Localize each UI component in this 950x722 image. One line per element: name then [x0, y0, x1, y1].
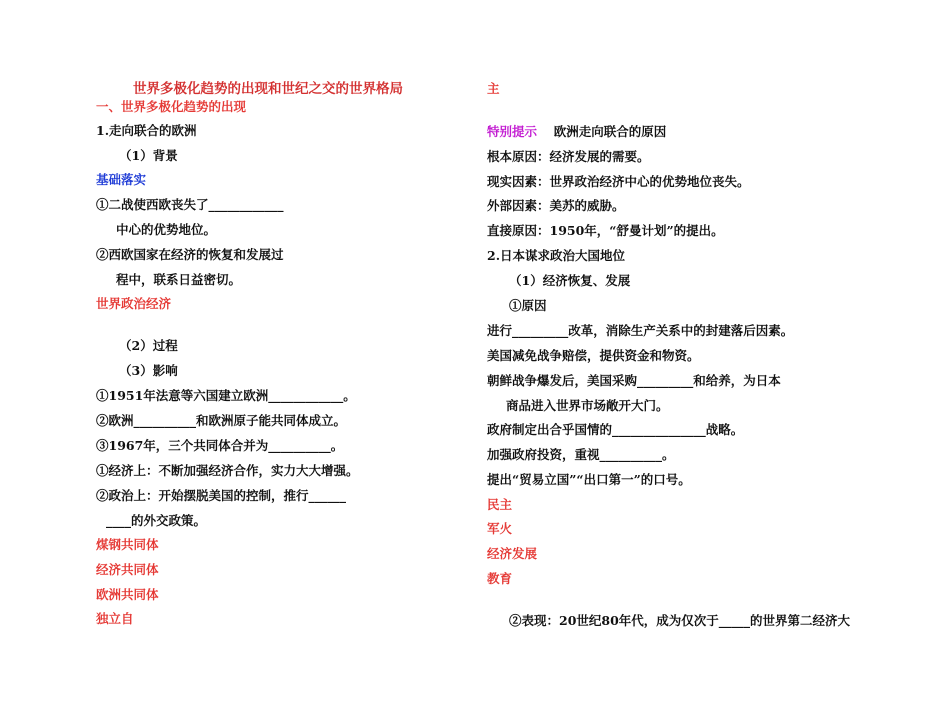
document-title: 世界多极化趋势的出现和世纪之交的世界格局: [133, 81, 403, 97]
answer-text: 教育: [487, 571, 513, 586]
label-basic-knowledge: 基础落实: [96, 172, 147, 187]
text-line: ①经济上：不断加强经济合作，实力大大增强。: [96, 463, 359, 478]
fill-in-item: ①1951年法意等六国建立欧洲____________。: [96, 388, 356, 403]
subheading-reason: ①原因: [509, 298, 547, 313]
fill-in-item: ③1967年，三个共同体合并为__________。: [96, 438, 344, 453]
fill-in-item: ①二战使西欧丧失了____________: [96, 197, 284, 212]
answer-text: 主: [487, 81, 500, 96]
answer-text: 独立自: [96, 611, 134, 626]
fill-in-item-cont: 中心的优势地位。: [116, 222, 217, 237]
tip-label: 特别提示: [487, 124, 538, 139]
answer-text: 军火: [487, 521, 513, 536]
text-line: 根本原因：经济发展的需要。: [487, 149, 650, 164]
special-tip: [487, 124, 666, 140]
tip-text: 欧洲走向联合的原因: [553, 124, 667, 139]
answer-text: 世界政治经济: [96, 296, 172, 311]
text-line: 提出“贸易立国”“出口第一”的口号。: [487, 472, 691, 487]
answer-text: 民主: [487, 497, 513, 512]
text-line: 外部因素：美苏的威胁。: [487, 198, 625, 213]
section-heading: 一、世界多极化趋势的出现: [96, 99, 247, 114]
fill-in-item: 朝鲜战争爆发后，美国采购_________和给养，为日本: [487, 373, 781, 388]
fill-in-item: ②欧洲__________和欧洲原子能共同体成立。: [96, 413, 347, 428]
subheading-process: （2）过程: [119, 338, 178, 353]
fill-in-item: ②政治上：开始摆脱美国的控制，推行______: [96, 488, 347, 503]
fill-in-item-cont: ____的外交政策。: [106, 513, 207, 528]
text-line: 现实因素：世界政治经济中心的优势地位丧失。: [487, 174, 750, 189]
answer-text: 煤钢共同体: [96, 537, 159, 552]
subsection-heading: 2.日本谋求政治大国地位: [487, 248, 626, 263]
subheading-economy: （1）经济恢复、发展: [509, 273, 631, 288]
fill-in-item: ②表现：20世纪80年代，成为仅次于_____的世界第二经济大: [509, 613, 851, 628]
fill-in-item-cont: 程中，联系日益密切。: [116, 272, 242, 287]
fill-in-item: ②西欧国家在经济的恢复和发展过: [96, 247, 284, 262]
subheading-background: （1）背景: [119, 148, 178, 163]
fill-in-item: 加强政府投资，重视__________。: [487, 447, 675, 462]
answer-text: 经济共同体: [96, 562, 159, 577]
text-line: 直接原因：1950年，“舒曼计划”的提出。: [487, 223, 724, 238]
subsection-heading: 1.走向联合的欧洲: [96, 123, 197, 138]
text-line: 美国减免战争赔偿，提供资金和物资。: [487, 348, 700, 363]
fill-in-item-cont: 商品进入世界市场敞开大门。: [506, 398, 669, 413]
fill-in-item: 进行_________改革，消除生产关系中的封建落后因素。: [487, 323, 794, 338]
fill-in-item: 政府制定出合乎国情的_______________战略。: [487, 422, 744, 437]
answer-text: 欧洲共同体: [96, 587, 159, 602]
subheading-impact: （3）影响: [119, 363, 178, 378]
answer-text: 经济发展: [487, 546, 538, 561]
